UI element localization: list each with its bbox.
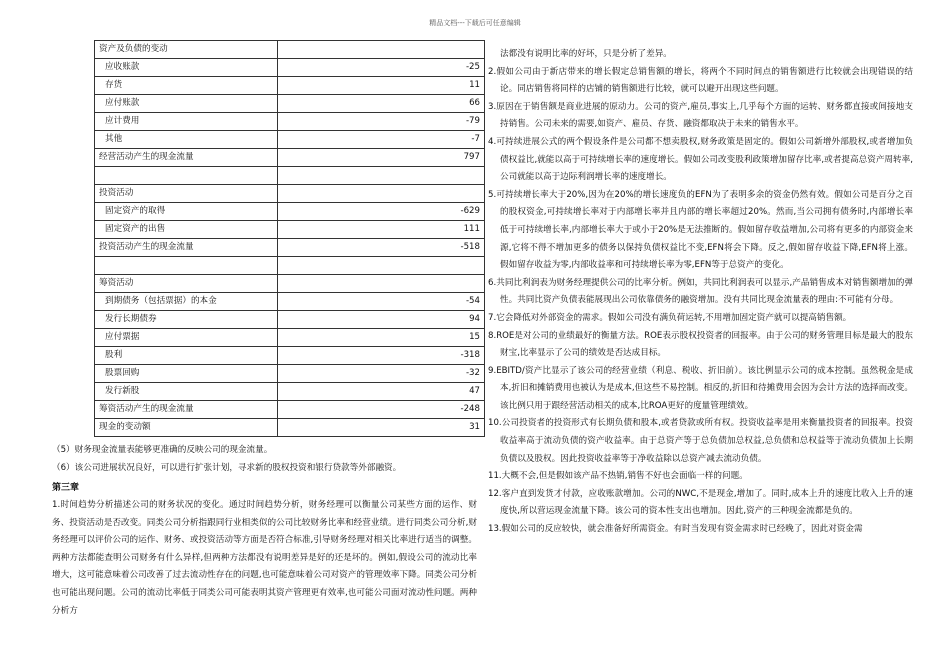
table-row [95,401,485,419]
row-value [278,185,485,203]
row-label: 发行长期债券 [95,311,278,329]
table-row [95,383,485,401]
table-row [95,131,485,149]
row-value: -54 [278,293,485,311]
row-value: 94 [278,311,485,329]
left-column [52,40,480,620]
answer-item: 5.可持续增长率大于20%,因为在20%的增长速度负的EFN为了表明多余的资金仍然有效。假如公司是百分之百的股权资金,可持续增长率对于内部增长率并且内部的增长率超过20%。然而,当公司拥有债务时,内部增长率低于可持续增长率,内部增长率大于或小于20%是无法推断的。假如留存收益增加,公司将有更多的内部资金来源,它将不得不增加更多的债务以保持负债权益比不变,EFN将会下降。反之,假如留存收益下降,EFN将上涨。假如留存收益为零,内部收益率和可持续增长率为零,EFN等于总资产的变化。 [488,189,913,271]
table-row [95,419,485,437]
row-value: 11 [278,77,485,95]
table-row [95,347,485,365]
row-label: 现金的变动额 [95,419,278,437]
table-row [95,221,485,239]
table-row [95,275,485,293]
table-row [95,311,485,329]
row-label: 资产及负债的变动 [95,41,278,59]
row-value: 47 [278,383,485,401]
row-value: 15 [278,329,485,347]
row-value: -79 [278,113,485,131]
cash-flow-table [94,40,485,437]
table-row [95,293,485,311]
row-value: 66 [278,95,485,113]
answer-item: 6.共同比利润表为财务经理提供公司的比率分析。例如，共同比利润表可以显示,产品销售成本对销售额增加的弹性。共同比资产负债表能展现出公司依靠债务的融资增加。没有共同比现金流量表的理由:不可能有分母。 [488,277,913,306]
row-value: -518 [278,239,485,257]
answer-item: 8.ROE是对公司的业绩最好的衡量方法。ROE表示股权投资者的回报率。由于公司的财务管理目标是最大的股东财宝,比率显示了公司的绩效是否达成目标。 [488,330,913,359]
note-5: （5）财务现金流量表能够更准确的反映公司的现金流量。 [52,445,273,455]
table-row [95,95,485,113]
row-value [278,257,485,275]
note-6: （6）该公司进展状况良好，可以进行扩张计划，寻求新的股权投资和银行贷款等外部融资。 [52,462,402,473]
table-row [95,41,485,59]
row-label: 到期债务（包括票据）的本金 [95,293,278,311]
row-label: 存货 [95,77,278,95]
row-value [278,167,485,185]
answer-item: 3.原因在于销售额是商业进展的原动力。公司的资产,雇员,事实上,几乎每个方面的运转、财务都直接或间接地支持销售。公司未来的需要,如资产、雇员、存货、融资都取决于未来的销售水平。 [488,101,913,130]
row-value: 31 [278,419,485,437]
row-label: 股利 [95,347,278,365]
answer-1-continued: 法都没有说明比率的好坏，只是分析了差异。 [500,49,672,59]
answer-item: 7.它会降低对外部资金的需求。假如公司没有满负荷运转,不用增加固定资产就可以提高销售额。 [488,312,852,323]
row-label: 应收账款 [95,59,278,77]
answer-item: 13.假如公司的反应较快，就会准备好所需资金。有时当发现有资金需求时已经晚了，因此对资金需 [488,524,863,535]
row-label: 投资活动产生的现金流量 [95,239,278,257]
row-label [95,257,278,275]
row-value: -629 [278,203,485,221]
row-value: -25 [278,59,485,77]
chapter-heading: 第三章 [52,483,80,493]
row-label: 应付票据 [95,329,278,347]
right-column [488,46,913,539]
row-label: 经营活动产生的现金流量 [95,149,278,167]
row-label: 其他 [95,131,278,149]
row-value: -248 [278,401,485,419]
row-value [278,41,485,59]
row-label: 应计费用 [95,113,278,131]
row-value [278,275,485,293]
table-row [95,329,485,347]
answer-1: 1.时间趋势分析描述公司的财务状况的变化。通过时间趋势分析，财务经理可以衡量公司某些方面的运作、财务、投资活动是否改变。同类公司分析指跟同行业相类似的公司比较财务比率和经营业绩。进行同类公司分析,财务经理可以评价公司的运作、财务、或投资活动等方面是否符合标准,引导财务经理对相关比率进行适当的调整。两种方法都能查明公司财务有什么异样,但两种方法都没有说明差异是好的还是坏的。例如,假设公司的流动比率增大，这可能意味着公司改善了过去流动性存在的问题,也可能意味着公司对资产的管理效率下降。同类公司分析也可能出现问题。公司的流动比率低于同类公司可能表明其资产管理更有效率,也可能公司面对流动性问题。两种分析方 [52,500,477,616]
page-header: 精品文档---下载后可任意编辑 [429,19,521,27]
row-label [95,167,278,185]
table-row [95,185,485,203]
table-row [95,77,485,95]
row-label: 发行新股 [95,383,278,401]
table-row [95,113,485,131]
row-value: -32 [278,365,485,383]
answer-item: 9.EBITD/资产比显示了该公司的经营业绩（利息、税收、折旧前）。该比例显示公司的成本控制。虽然税金是成本,折旧和摊销费用也被认为是成本,但这些不易控制。相反的,折旧和待摊费用会因为会计方法的选择而改变。该比例只用于跟经营活动相关的成本,比ROA更好的度量管理绩效。 [488,365,913,411]
row-label: 固定资产的出售 [95,221,278,239]
answer-item: 11.大概不会,但是假如该产品不热销,销售不好也会面临一样的问题。 [488,471,748,482]
row-value: 111 [278,221,485,239]
table-row [95,59,485,77]
answer-item: 10.公司投资者的投资形式有长期负债和股本,或者贷款或所有权。投资收益率是用来衡量投资者的回报率。投资收益率高于流动负债的资产收益率。由于总资产等于总负债加总权益,总负债和总权益等于流动负债加上长期负债以及股权。因此投资收益率等于净收益除以总资产减去流动负债。 [488,418,913,464]
table-row [95,257,485,275]
row-value: -318 [278,347,485,365]
row-value: 797 [278,149,485,167]
row-label: 投资活动 [95,185,278,203]
answer-item: 2.假如公司由于新店带来的增长假定总销售额的增长，将两个不同时间点的销售额进行比较就会出现错误的结论。同店销售将同样的店铺的销售额进行比较，就可以避开出现这些问题。 [488,66,913,95]
row-label: 应付账款 [95,95,278,113]
answer-item: 12.客户直到发货才付款，应收账款增加。公司的NWC,不是现金,增加了。同时,成本上升的速度比收入上升的速度快,所以营运现金流量下降。该公司的资本性支出也增加。因此,资产的三种现金流都是负的。 [488,488,913,517]
row-value: -7 [278,131,485,149]
row-label: 筹资活动 [95,275,278,293]
answer-item: 4.可持续进展公式的两个假设条件是公司都不想卖股权,财务政策是固定的。假如公司新增外部股权,或者增加负债权益比,就能以高于可持续增长率的速度增长。假如公司改变股利政策增加留存比率,或者提高总资产周转率,公司就能以高于边际利润增长率的速度增长。 [488,136,913,183]
row-label: 固定资产的取得 [95,203,278,221]
table-row [95,149,485,167]
table-row [95,239,485,257]
table-row [95,203,485,221]
table-row [95,365,485,383]
row-label: 筹资活动产生的现金流量 [95,401,278,419]
row-label: 股票回购 [95,365,278,383]
table-row [95,167,485,185]
